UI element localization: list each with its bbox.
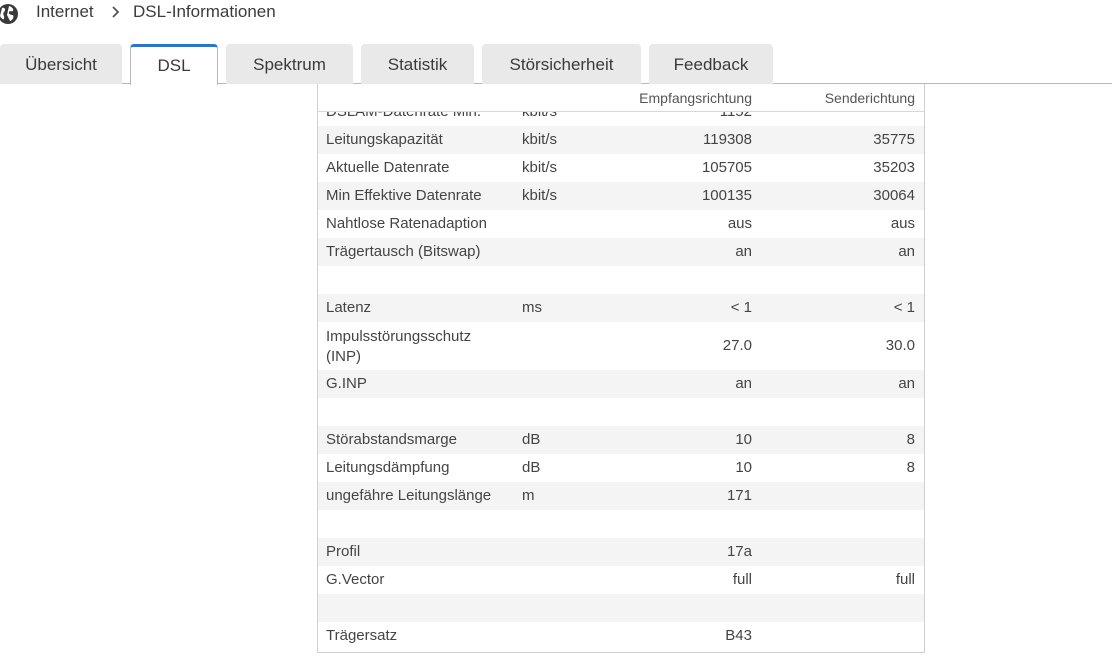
tab-statistik[interactable]: [361, 44, 474, 84]
tab-label: DSL: [157, 56, 191, 75]
table-row: [318, 370, 924, 398]
table-row: [318, 294, 924, 322]
row-value-rx: 119308: [703, 131, 752, 148]
tab-label: Störsicherheit: [509, 55, 614, 74]
row-value-tx: an: [898, 375, 915, 392]
row-unit: dB: [522, 459, 541, 476]
row-value-tx: an: [898, 243, 915, 260]
row-value-tx: 30064: [873, 187, 915, 204]
tab-label: Feedback: [673, 55, 749, 74]
row-value-rx: an: [735, 243, 752, 260]
tab-uebersicht[interactable]: [0, 44, 122, 84]
row-unit: kbit/s: [522, 131, 558, 148]
row-value-tx: 30.0: [885, 337, 915, 354]
row-value-rx: 100135: [701, 187, 752, 204]
table-row: [318, 594, 924, 622]
tab-spektrum[interactable]: [226, 44, 353, 84]
row-value-tx: aus: [890, 215, 915, 232]
row-value-rx: 105705: [701, 159, 752, 176]
row-value-rx: 17a: [726, 543, 752, 560]
table-row: [318, 266, 924, 294]
breadcrumb-internet-link[interactable]: Internet: [36, 2, 94, 21]
table-row: [318, 566, 924, 594]
table-row: [318, 454, 924, 482]
table-row: [318, 622, 924, 650]
table-body: [318, 98, 924, 650]
tab-bar: [0, 44, 1112, 84]
tab-stoersicherheit[interactable]: [482, 44, 641, 84]
globe-icon: [0, 2, 20, 26]
row-unit: m: [522, 487, 535, 504]
row-value-tx: 8: [906, 459, 915, 476]
row-label: Min Effektive Datenrate: [326, 187, 482, 204]
row-label: G.INP: [326, 375, 367, 392]
tab-label: Statistik: [387, 55, 448, 74]
row-label: Nahtlose Ratenadaption: [326, 215, 487, 232]
table-row: [318, 426, 924, 454]
header-senderichtung: Senderichtung: [824, 90, 915, 106]
row-value-tx: full: [895, 571, 915, 588]
row-unit: kbit/s: [522, 187, 558, 204]
row-value-tx: 35775: [873, 131, 915, 148]
row-value-rx: 171: [726, 487, 752, 504]
header-empfangsrichtung: Empfangsrichtung: [639, 90, 752, 106]
table-row: [318, 482, 924, 510]
row-value-rx: < 1: [730, 299, 752, 316]
chevron-right-icon: [110, 3, 122, 21]
row-value-tx: 35203: [873, 159, 915, 176]
table-row: [318, 126, 924, 154]
row-value-rx: B43: [725, 627, 752, 644]
page-title: DSL-Informationen: [133, 2, 276, 21]
row-label: Leitungskapazität: [326, 131, 443, 148]
table-row: [318, 238, 924, 266]
row-label: Aktuelle Datenrate: [326, 159, 450, 176]
dsl-info-table[interactable]: [317, 84, 925, 653]
table-row: [318, 210, 924, 238]
table-row: [318, 510, 924, 538]
row-value-rx: 10: [735, 459, 752, 476]
tab-label: Übersicht: [25, 55, 97, 74]
table-row: [318, 182, 924, 210]
row-value-rx: an: [735, 375, 752, 392]
table-row: [318, 538, 924, 566]
table-row: [318, 322, 924, 370]
row-label: G.Vector: [326, 571, 385, 588]
row-label: Leitungsdämpfung: [326, 459, 450, 476]
row-label: Störabstandsmarge: [326, 431, 457, 448]
tab-label: Spektrum: [253, 55, 326, 74]
row-value-rx: 10: [735, 431, 752, 448]
row-label: Trägertausch (Bitswap): [326, 243, 481, 260]
row-label: Impulsstörungsschutz (INP): [326, 328, 472, 365]
row-value-tx: < 1: [893, 299, 915, 316]
row-label: Latenz: [326, 299, 372, 316]
table-row: [318, 398, 924, 426]
row-unit: ms: [522, 299, 542, 316]
tab-dsl[interactable]: [130, 44, 218, 85]
row-unit: dB: [522, 431, 541, 448]
row-label: Trägersatz: [326, 627, 398, 644]
row-value-rx: aus: [727, 215, 752, 232]
row-value-tx: 8: [906, 431, 915, 448]
tab-feedback[interactable]: [649, 44, 773, 84]
row-value-rx: 27.0: [722, 337, 752, 354]
row-value-rx: full: [732, 571, 752, 588]
row-unit: kbit/s: [522, 159, 558, 176]
row-label: ungefähre Leitungslänge: [326, 487, 492, 504]
table-row: [318, 154, 924, 182]
table-header: [318, 84, 924, 112]
row-label: Profil: [326, 543, 361, 560]
